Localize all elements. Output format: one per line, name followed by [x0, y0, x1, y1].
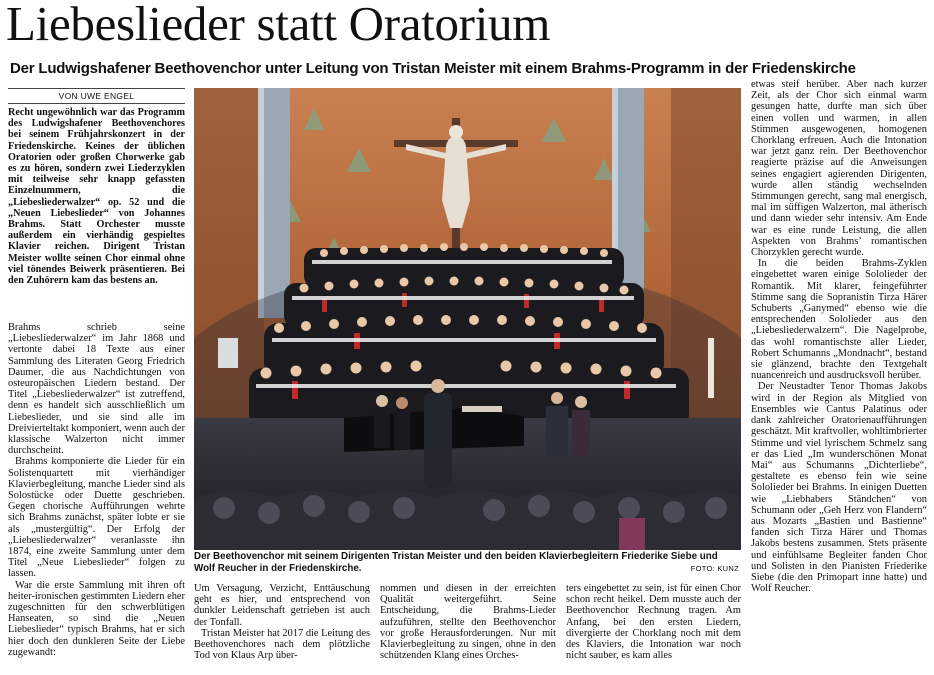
body-paragraph: ters eingebettet zu sein, ist für einen Chor schon recht heikel. Dem musste auch der Beethovenchor Rechnung tragen. Am Anfang, bei den ersten Liedern, divergierte der Chorklang noch mit dem des Klaviers, die Intonation war noch nicht sauber, es kam alles: [566, 583, 741, 662]
byline-rule: [8, 103, 185, 104]
lead-column: [8, 107, 185, 286]
headline: Liebeslieder statt Oratorium: [6, 0, 551, 51]
body-paragraph: Um Versagung, Verzicht, Enttäuschung geht es hier, und entsprechend von dunkler Leidenschaft getrieben ist auch der Tonfall.: [194, 583, 370, 628]
body-column-3: [380, 583, 556, 661]
body-column-2: [194, 583, 370, 661]
body-paragraph: Tristan Meister hat 2017 die Leitung des Beethovenchores nach dem plötzliche Tod von Klaus Arp über-: [194, 627, 370, 662]
body-paragraph: Brahms schrieb seine „Liebesliederwalzer“ im Jahr 1868 und vertonte dabei 18 Texte aus einer Sammlung des Literaten Georg Friedrich Daumer, die aus Nachdichtungen von osteuropäischen Liedern bestand. Der Titel „Liebesliederwalzer“ ist zutreffend, denn es handelt sich ausschließlich um Liebeslieder, und sie sind alle im Dreivierteltakt komponiert, wenn auch der klassische Walzerton nicht immer durchscheint.: [8, 322, 185, 457]
photo-caption: [194, 551, 741, 574]
body-paragraph: nommen und diesen in der erreichten Qualität weitergeführt. Seine Entscheidung, die Brahms-Lieder aufzuführen, stellte den Beethovenchor vor große Herausforderungen. Nur mit Klavierbegleitung zu singen, ohne in den schützenden Klang eines Orches-: [380, 583, 556, 662]
body-paragraph: etwas steif herüber. Aber nach kurzer Zeit, als der Chor sich einmal warm gesungen hatte, durfte man sich über einen vollen und warmen, in allen Stimmen ausgewogenen, homogenen Chorklang erfreuen. Auch die Intonation war jetzt ganz rein. Der Beethovenchor reagierte präzise auf die Anweisungen seines engagiert agierenden Dirigenten, wurde allen ständig wechselnden Stimmungen gerecht, sang mal energisch, mal im süffigen Walzerton, mal ätherisch und dann wieder sehr intensiv. Am Ende war es eine runde Leistung, die allen Aspekten von Brahms’ romantischen Chorzyklen gerecht wurde.: [751, 79, 927, 259]
body-column-4: [566, 583, 741, 661]
body-paragraph: Der Neustadter Tenor Thomas Jakobs wird in der Region als Mitglied von Ensembles wie Cantus Palatinus oder dank zahlreicher Oratorienaufführungen geschätzt. Mit kraftvoller, wohltimbrierter Stimme und viel lyrischem Schmelz sang er das Lied „Im wunderschönen Monat Mai“ aus Schumanns „Dichterliebe“, gestaltete es ebenso fein wie seine Sololieder bei Brahms. In einigen Duetten wie „Liebhabers Ständchen“ von Schumann oder „Geh Herz von Flandern“ aus Mozarts „Bastien und Bastienne“ fanden sich Tirza Härer und Thomas Jakobs bestens zusammen. Stets präsente und einfühlsame Begleiter fanden Chor und Solisten in den Pianisten Friederike Siebe (die den Primopart inne hatte) und Wolf Reucher.: [751, 381, 927, 595]
photo-credit: FOTO: KUNZ: [690, 564, 739, 573]
byline-rule: [8, 88, 185, 89]
concert-photo-illustration: [194, 88, 741, 550]
subheadline: Der Ludwigshafener Beethovenchor unter Leitung von Tristan Meister mit einem Brahms-Programm in der Friedenskirche: [10, 60, 856, 77]
body-paragraph: War die erste Sammlung mit ihren oft heiter-ironischen gestimmten Liedern eher zugeschnitten für den schwerblütigen Hanseaten, so sind die „Neuen Liebeslieder“ typisch Brahms, hat er sich hier doch den dunkleren Seite der Liebe zugewandt:: [8, 579, 185, 658]
caption-text: Der Beethovenchor mit seinem Dirigenten Tristan Meister und den beiden Klavierbegleitern Friederike Siebe und Wolf Reucher in der Friedenskirche.: [194, 551, 718, 574]
body-paragraph: Brahms komponierte die Lieder für ein Solistenquartett mit vierhändiger Klavierbegleitung, manche Lieder sind als Solostücke oder Duette geschrieben. Gegen chorische Aufführungen wehrte sich Brahms zunächst, später lobte er sie als „mustergültig“. Der Erfolg der „Liebesliederwalzer“ veranlasste ihn 1874, eine zweite Sammlung unter dem Titel „Neue Liebeslieder“ folgen zu lassen.: [8, 456, 185, 580]
lead-paragraph: Recht ungewöhnlich war das Programm des Ludwigshafener Beethovenchores bei seinem Frühjahrskonzert in der Friedenskirche. Keines der üblichen Oratorien oder großen Chorwerke gab es zu hören, sondern zwei Liederzyklen mit teilweise sehr knapp gefassten Einzelnummern, die „Liebesliederwalzer“ op. 52 und die „Neuen Liebeslieder“ von Johannes Brahms. Statt Orchester musste außerdem ein vierhändig gespieltes Klavier reichen. Dirigent Tristan Meister wollte seinen Chor einmal ohne viel tönendes Beiwerk präsentieren. Bei den Zuhörern kam das bestens an.: [8, 107, 185, 287]
body-column-5: [751, 79, 927, 594]
body-column-1: [8, 322, 185, 658]
concert-photo: [194, 88, 741, 550]
body-paragraph: In die beiden Brahms-Zyklen eingebettet waren einige Sololieder der Romantik. Mit klarer, feingeführter Stimme sang die Sopranistin Tirza Härer Schuberts „Ganymed“ ebenso wie die entsprechenden Sololieder aus den „Liebesliederwalzern“. Die Nagelprobe, das wohl romantischste aller Lieder, Robert Schumanns „Mondnacht“, bestand sie glänzend, brachte den Textgehalt nuancenreich und ausdrucksvoll herüber.: [751, 258, 927, 382]
byline: VON UWE ENGEL: [58, 91, 135, 101]
